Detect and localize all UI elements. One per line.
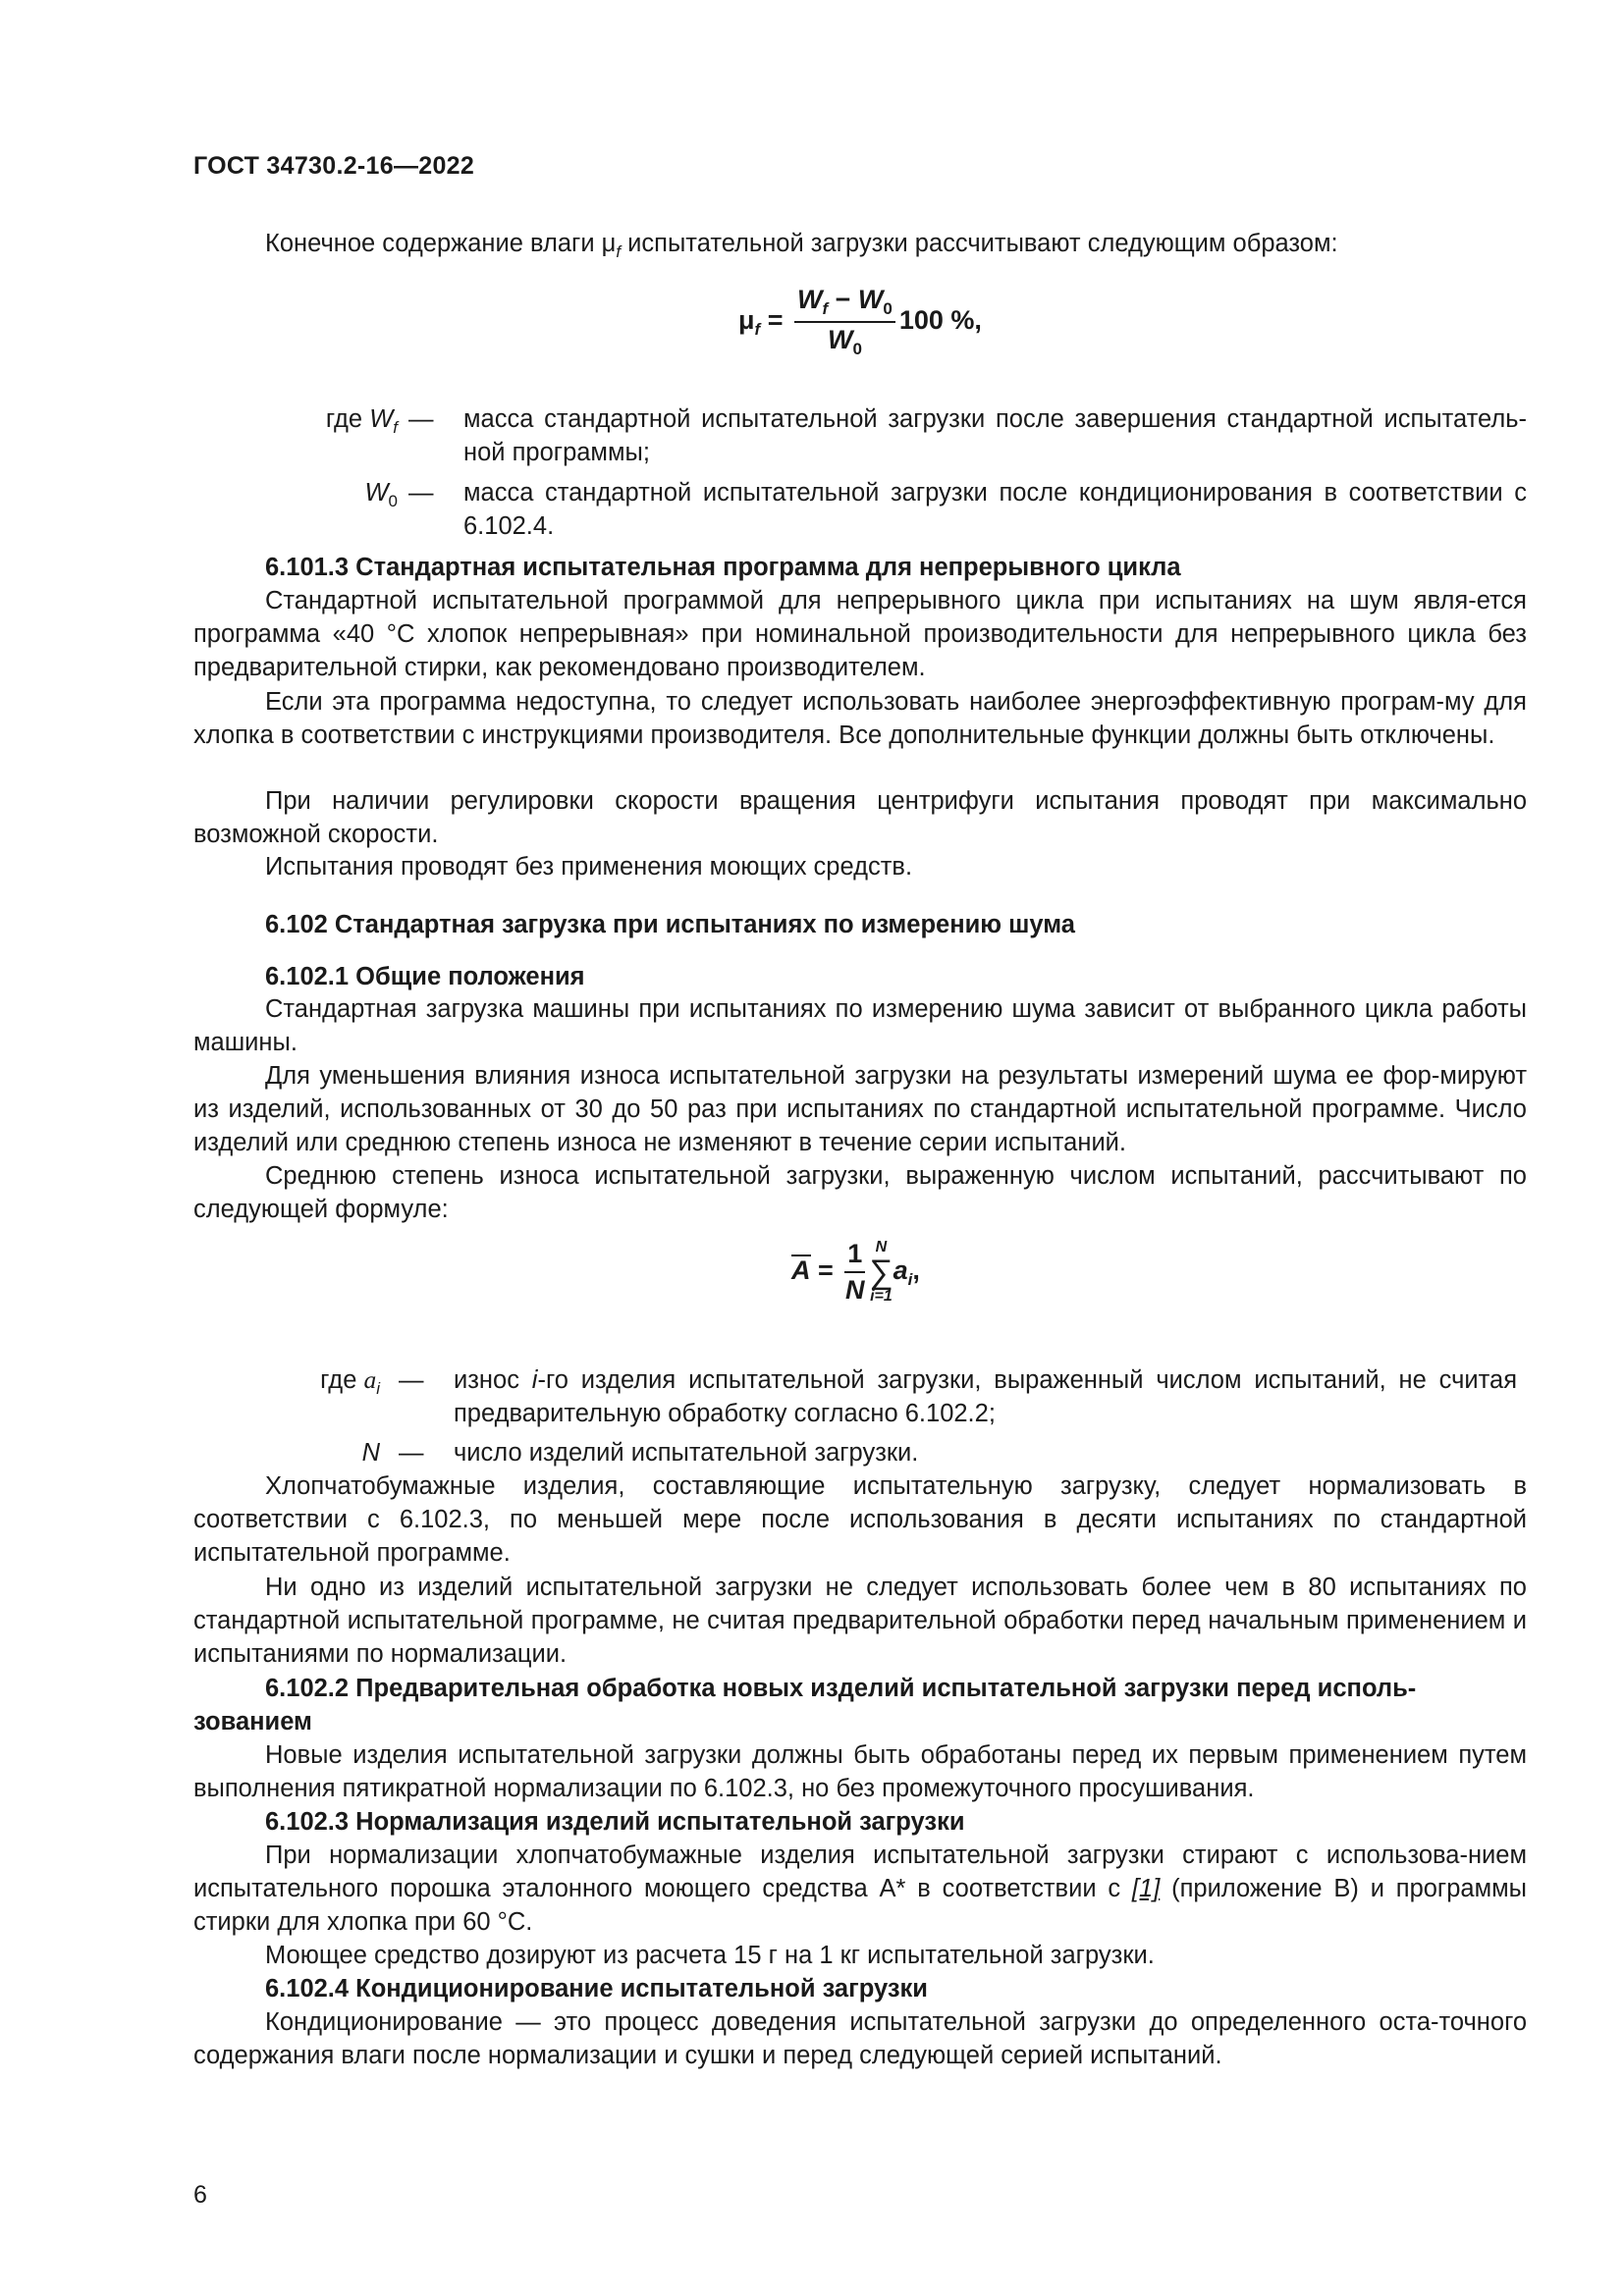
where-block-1	[193, 402, 1527, 540]
paragraph: Стандартная загрузка машины при испытаниях по измерению шума зависит от выбранного цикла работы машины.	[193, 995, 1527, 1056]
heading-6-102-3: 6.102.3 Нормализация изделий испытательной загрузки	[265, 1808, 965, 1836]
where-def-wf: масса стандартной испытательной загрузки после завершения стандартной испытатель-ной программы;	[463, 405, 1527, 466]
paragraph: Ни одно из изделий испытательной загрузки не следует использовать более чем в 80 испытаниях по стандартной испытательной программе, не считая предварительной обработки перед начальным применением и испытаниями по нормализации.	[193, 1574, 1527, 1668]
where-def-ai: износ i-го изделия испытательной загрузки, выраженный числом испытаний, не считая предварительную обработку согласно 6.102.2;	[454, 1366, 1517, 1427]
paragraph: Для уменьшения влияния износа испытательной загрузки на результаты измерений шума ее фор-мируют из изделий, использованных от 30 до 50 раз при испытаниях по стандартной испытательной программе. Число изделий или среднюю степень износа не изменяют в течение серии испытаний.	[193, 1062, 1527, 1156]
where-term-n: N	[361, 1439, 380, 1467]
paragraph: Хлопчатобумажные изделия, составляющие испытательную загрузку, следует нормализовать в соответствии с 6.102.3, по меньшей мере после использования в десяти испытаниях по стандартной испытательной программе.	[193, 1472, 1527, 1567]
heading-6-102-4: 6.102.4 Кондиционирование испытательной загрузки	[265, 1975, 928, 2002]
paragraph: Моющее средство дозируют из расчета 15 г на 1 кг испытательной загрузки.	[265, 1942, 1155, 1969]
summation: N ∑ i=1	[869, 1239, 893, 1305]
heading-6-102: 6.102 Стандартная загрузка при испытаниях по измерению шума	[265, 911, 1075, 938]
heading-6-102-1: 6.102.1 Общие положения	[265, 963, 585, 990]
paragraph: При нормализации хлопчатобумажные изделия испытательной загрузки стирают с использова-нием испытательного порошка эталонного моющего средства А* в соответствии с [1] (приложение В) и программы стирки для хлопка при 60 °С.	[193, 1842, 1527, 1936]
heading-6-102-2: 6.102.2 Предварительная обработка новых изделий испытательной загрузки перед исполь-зованием	[193, 1675, 1417, 1735]
fraction: $\frac{1}{N}$	[845, 1239, 865, 1305]
paragraph: Стандартной испытательной программой для непрерывного цикла при испытаниях на шум явля-ется программа «40 °С хлопок непрерывная» при номинальной производительности для непрерывного цикла без предварительной стирки, как рекомендовано производителем.	[193, 587, 1527, 681]
fraction: $\frac{W_f - W_0}{W_0}$	[794, 285, 895, 359]
document-header: ГОСТ 34730.2-16—2022	[193, 152, 475, 180]
where-def-n: число изделий испытательной загрузки.	[454, 1439, 919, 1467]
where-term-wf: где $W_f$	[325, 405, 398, 437]
where-term-ai: где $a_i$	[320, 1365, 380, 1398]
where-block-2	[193, 1363, 1527, 1471]
where-term-w0: $W_0$	[364, 479, 398, 510]
paragraph: Испытания проводят без применения моющих средств.	[265, 853, 913, 881]
heading-6-101-3: 6.101.3 Стандартная испытательная программа для непрерывного цикла	[265, 554, 1181, 581]
paragraph: Если эта программа недоступна, то следует использовать наиболее энергоэффективную програм-му для хлопка в соответствии с инструкциями производителя. Все дополнительные функции должны быть отключены.	[193, 688, 1527, 749]
paragraph: Среднюю степень износа испытательной загрузки, выраженную числом испытаний, рассчитывают по следующей формуле:	[193, 1162, 1527, 1223]
where-dash: —	[408, 405, 434, 433]
where-dash: —	[399, 1366, 424, 1394]
page-number: 6	[193, 2181, 207, 2209]
where-def-w0: масса стандартной испытательной загрузки после кондиционирования в соответствии с 6.102.4.	[463, 479, 1527, 540]
paragraph: Новые изделия испытательной загрузки должны быть обработаны перед их первым применением путем выполнения пятикратной нормализации по 6.102.3, но без промежуточного просушивания.	[193, 1741, 1527, 1802]
bibliography-link[interactable]: [1]	[1131, 1875, 1161, 1902]
where-dash: —	[408, 479, 434, 507]
formula-final-moisture: $\mu_f$ = $\frac{W_f - W_0}{W_0}$ 100 %,	[738, 285, 982, 358]
paragraph: При наличии регулировки скорости вращения центрифуги испытания проводят при максимально возможной скорости.	[193, 787, 1527, 848]
formula-average-wear: A = $\frac{1}{N}$ N ∑ i=1 $a_i$,	[791, 1239, 920, 1305]
paragraph-moisture-intro: Конечное содержание влаги $\mu_f$ испытательной загрузки рассчитывают следующим образом:	[265, 230, 1338, 261]
paragraph: Кондиционирование — это процесс доведения испытательной загрузки до определенного оста-точного содержания влаги после нормализации и сушки и перед следующей серией испытаний.	[193, 2008, 1527, 2069]
where-dash: —	[399, 1439, 424, 1467]
